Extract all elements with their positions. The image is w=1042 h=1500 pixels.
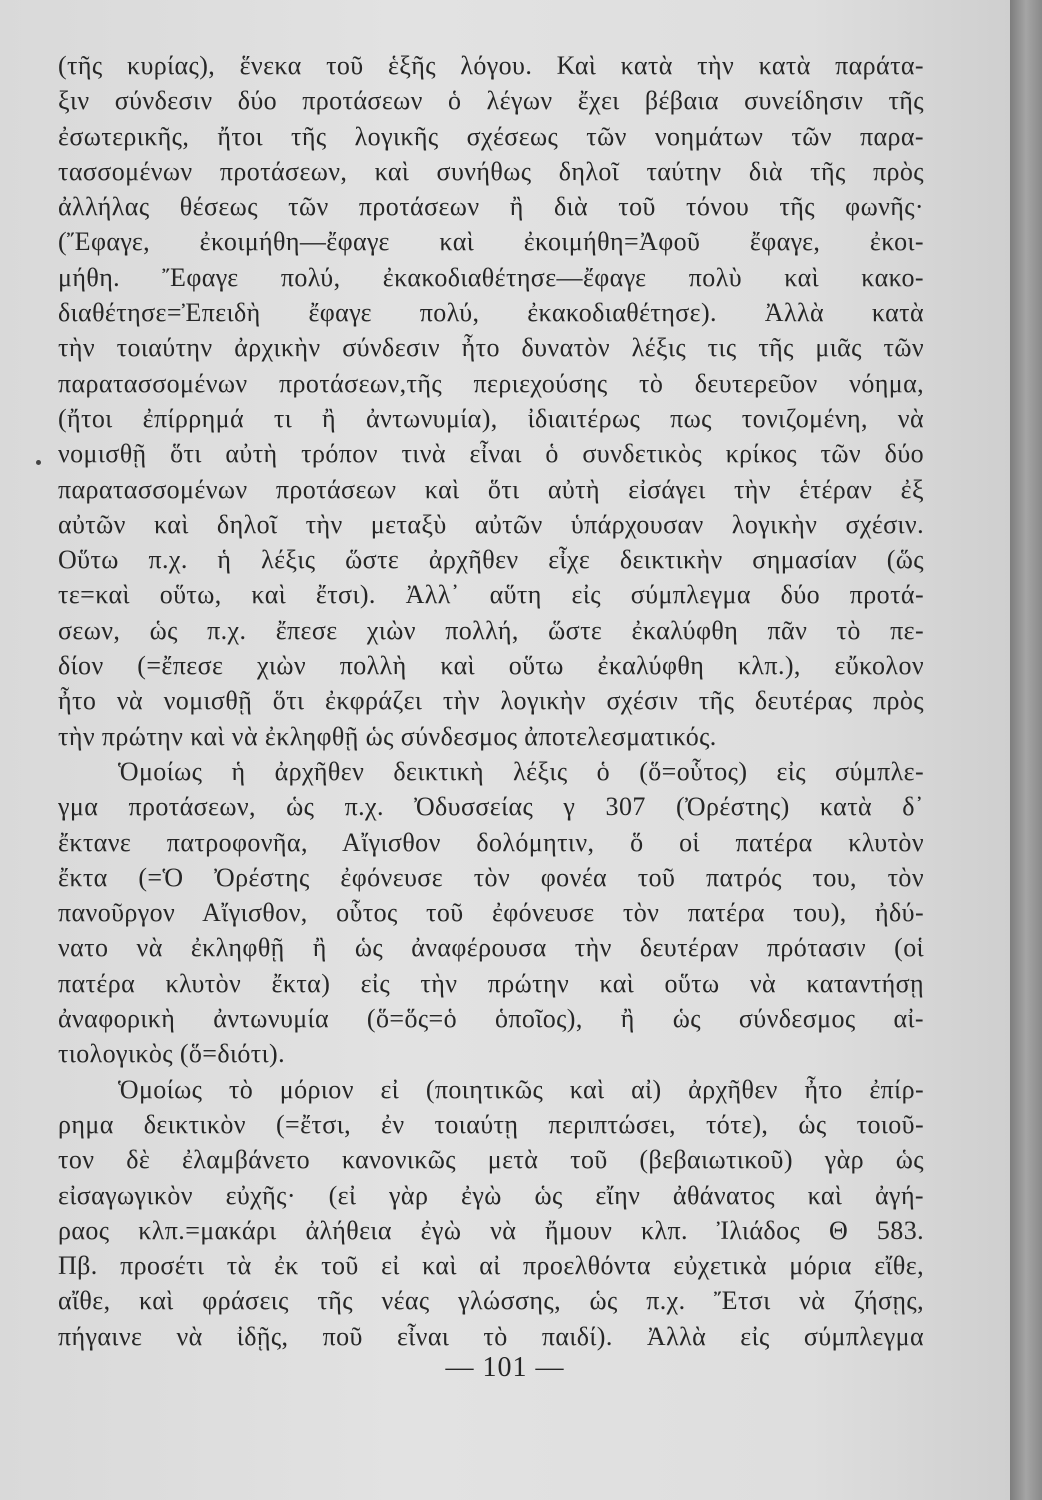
text-line: τον δὲ ἐλαμβάνετο κανονικῶς μετὰ τοῦ (βεβαιωτικοῦ) γὰρ ὡς — [58, 1145, 924, 1175]
text-line: Ὁμοίως τὸ μόριον εἰ (ποιητικῶς καὶ αἰ) ἀρχῆθεν ἦτο ἐπίρ- — [118, 1074, 924, 1104]
text-line: αἴθε, καὶ φράσεις τῆς νέας γλώσσης, ὡς π.χ. Ἔτσι νὰ ζήσῃς, — [58, 1286, 924, 1316]
text-line: πατέρα κλυτὸν ἔκτα) εἰς τὴν πρώτην καὶ οὕτω νὰ καταντήσῃ — [58, 968, 924, 998]
text-line: νατο νὰ ἐκληφθῇ ἢ ὡς ἀναφέρουσα τὴν δευτέραν πρότασιν (οἱ — [58, 933, 924, 963]
text-line: σεων, ὡς π.χ. ἔπεσε χιὼν πολλή, ὥστε ἐκαλύφθη πᾶν τὸ πε- — [58, 615, 924, 645]
text-line: πήγαινε νὰ ἰδῇς, ποῦ εἶναι τὸ παιδί). Ἀλλὰ εἰς σύμπλεγμα — [58, 1321, 924, 1351]
page-number: — 101 — — [445, 1352, 565, 1383]
text-line: τιολογικὸς (ὅ=διότι). — [58, 1039, 286, 1069]
text-line: γμα προτάσεων, ὡς π.χ. Ὀδυσσείας γ 307 (Ὀρέστης) κατὰ δ᾽ — [58, 792, 924, 822]
page-edge — [1010, 0, 1042, 1500]
text-line: ξιν σύνδεσιν δύο προτάσεων ὁ λέγων ἔχει βέβαια συνείδησιν τῆς — [58, 86, 924, 116]
text-line: ἀναφορικὴ ἀντωνυμία (ὅ=ὅς=ὁ ὁποῖος), ἢ ὡς σύνδεσμος αἰ- — [58, 1004, 924, 1034]
text-line: ἔκτα (=Ὁ Ὀρέστης ἐφόνευσε τὸν φονέα τοῦ πατρός του, τὸν — [58, 862, 924, 892]
text-line: (τῆς κυρίας), ἕνεκα τοῦ ἑξῆς λόγου. Καὶ κατὰ τὴν κατὰ παράτα- — [58, 51, 924, 80]
text-line: δίον (=ἔπεσε χιὼν πολλὴ καὶ οὕτω ἐκαλύφθη κλπ.), εὔκολον — [58, 651, 924, 681]
text-line: πανοῦργον Αἴγισθον, οὗτος τοῦ ἐφόνευσε τὸν πατέρα του), ἠδύ- — [58, 898, 924, 928]
text-line: Πβ. προσέτι τὰ ἐκ τοῦ εἰ καὶ αἰ προελθόντα εὐχετικὰ μόρια εἴθε, — [58, 1251, 924, 1281]
text-line: ἀλλήλας θέσεως τῶν προτάσεων ἢ διὰ τοῦ τόνου τῆς φωνῆς· — [58, 192, 924, 222]
text-line: παρατασσομένων προτάσεων καὶ ὅτι αὐτὴ εἰσάγει τὴν ἑτέραν ἐξ — [58, 474, 924, 504]
text-line: ἐσωτερικῆς, ἤτοι τῆς λογικῆς σχέσεως τῶν νοημάτων τῶν παρα- — [58, 121, 924, 151]
text-line: παρατασσομένων προτάσεων,τῆς περιεχούσης τὸ δευτερεῦον νόημα, — [58, 368, 924, 398]
text-line: (ἤτοι ἐπίρρημά τι ἢ ἀντωνυμία), ἰδιαιτέρως πως τονιζομένη, νὰ — [58, 403, 924, 433]
text-line: ἔκτανε πατροφονῆα, Αἴγισθον δολόμητιν, ὅ οἱ πατέρα κλυτὸν — [58, 827, 924, 857]
text-line: ἦτο νὰ νομισθῇ ὅτι ἐκφράζει τὴν λογικὴν σχέσιν τῆς δευτέρας πρὸς — [58, 686, 924, 716]
text-line: νομισθῇ ὅτι αὐτὴ τρόπον τινὰ εἶναι ὁ συνδετικὸς κρίκος τῶν δύο — [58, 439, 924, 469]
text-line: τασσομένων προτάσεων, καὶ συνήθως δηλοῖ ταύτην διὰ τῆς πρὸς — [58, 156, 924, 186]
text-line: ρημα δεικτικὸν (=ἔτσι, ἐν τοιαύτῃ περιπτώσει, τότε), ὡς τοιοῦ- — [58, 1109, 924, 1139]
text-line: διαθέτησε=Ἐπειδὴ ἔφαγε πολύ, ἐκακοδιαθέτησε). Ἀλλὰ κατὰ — [58, 298, 924, 328]
text-line: τὴν τοιαύτην ἀρχικὴν σύνδεσιν ἦτο δυνατὸν λέξις τις τῆς μιᾶς τῶν — [58, 333, 924, 363]
page-text — [58, 48, 924, 1354]
text-line: ραος κλπ.=μακάρι ἀλήθεια ἐγὼ νὰ ἤμουν κλπ. Ἰλιάδος Θ 583. — [58, 1215, 924, 1245]
text-line: τὴν πρώτην καὶ νὰ ἐκληφθῇ ὡς σύνδεσμος ἀποτελεσματικός. — [58, 721, 717, 751]
text-line: αὐτῶν καὶ δηλοῖ τὴν μεταξὺ αὐτῶν ὑπάρχουσαν λογικὴν σχέσιν. — [58, 509, 924, 539]
text-line: Ὁμοίως ἡ ἀρχῆθεν δεικτικὴ λέξις ὁ (ὅ=οὗτος) εἰς σύμπλε- — [118, 756, 924, 786]
text-line: τε=καὶ οὕτω, καὶ ἔτσι). Ἀλλ᾽ αὕτη εἰς σύμπλεγμα δύο προτά- — [58, 580, 924, 610]
text-line: εἰσαγωγικὸν εὐχῆς· (εἰ γὰρ ἐγὼ ὡς εἴην ἀθάνατος καὶ ἀγή- — [58, 1180, 924, 1210]
margin-dot — [36, 460, 41, 465]
text-line: Οὕτω π.χ. ἡ λέξις ὥστε ἀρχῆθεν εἶχε δεικτικὴν σημασίαν (ὥς — [58, 545, 924, 575]
text-line: μήθη. Ἔφαγε πολύ, ἐκακοδιαθέτησε—ἔφαγε πολὺ καὶ κακο- — [58, 262, 924, 292]
text-line: (Ἔφαγε, ἐκοιμήθη—ἔφαγε καὶ ἐκοιμήθη=Ἀφοῦ ἔφαγε, ἐκοι- — [58, 227, 924, 257]
